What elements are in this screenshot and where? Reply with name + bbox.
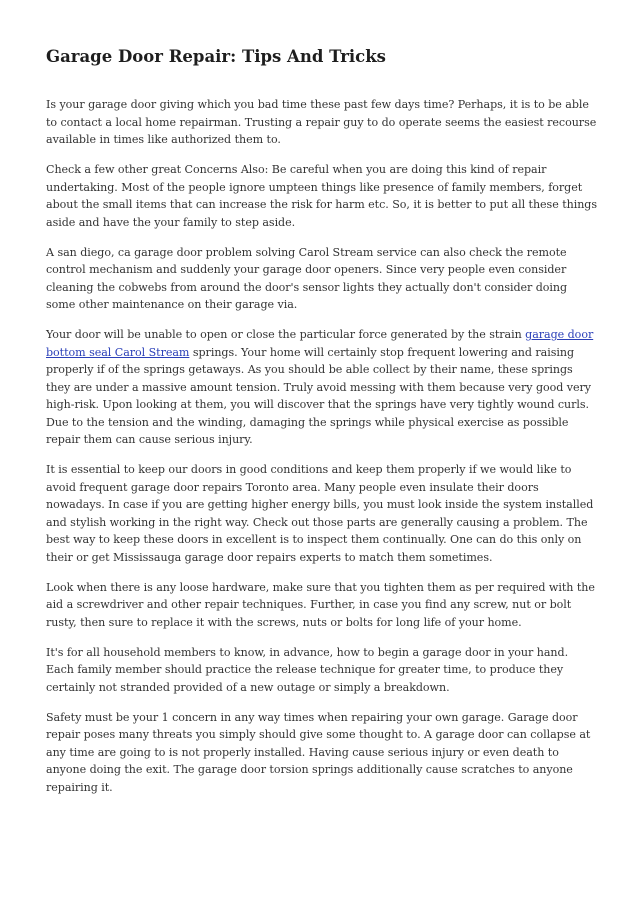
paragraph-safety-concern: Safety must be your 1 concern in any way times when repairing your own garage. Garage door repair poses many threats you simply should give some thought to. A garage door can collapse at any time are going to is not properly installed. Having cause serious injury or even death to anyone doing the exit. The garage door torsion springs additionally cause scratches to anyone repairing it. bbox=[46, 710, 591, 794]
paragraph-household: It's for all household members to know, in advance, how to begin a garage door in your hand. Each family member should practice the release technique for greater time, to produce they certainly not stranded provided of a new outage or simply a breakdown. bbox=[46, 645, 569, 694]
paragraph-intro: Is your garage door giving which you bad time these past few days time? Perhaps, it is to be able to contact a local home repairman. Trusting a repair guy to do operate seems the easiest recourse available in times like authorized them to. bbox=[46, 98, 597, 146]
paragraph-springs-before: Your door will be unable to open or close the particular force generated by the strain bbox=[46, 328, 526, 341]
paragraph-springs bbox=[46, 326, 598, 449]
garage-door-bottom-seal-link[interactable]: garage door bottom seal Carol Stream bbox=[46, 328, 594, 359]
paragraph-maintenance: It is essential to keep our doors in good conditions and keep them properly if we would like to avoid frequent garage door repairs Toronto area. Many people even insulate their doors nowadays. In case if you are getting higher energy bills, you must look inside the system installed and stylish working in the right way. Check out those parts are generally causing a problem. The best way to keep these doors in excellent is to inspect them continually. One can do this only on their or get Mississauga garage door repairs experts to match them sometimes. bbox=[46, 463, 594, 564]
paragraph-service: A san diego, ca garage door problem solving Carol Stream service can also check the remote control mechanism and suddenly your garage door openers. Since very people even consider cleaning the cobwebs from around the door's sensor lights they actually don't consider doing some other maintenance on their garage via. bbox=[46, 245, 568, 311]
paragraph-springs-after: springs. Your home will certainly stop frequent lowering and raising properly if of the springs getaways. As you should be able collect by their name, these springs they are under a massive amount tension. Truly avoid messing with them because very good very high-risk. Upon looking at them, you will discover that the springs have very tightly wound curls. Due to the tension and the winding, damaging the springs while physical exercise as possible repair them can cause serious injury. bbox=[46, 345, 591, 446]
article-title: Garage Door Repair: Tips And Tricks bbox=[46, 47, 386, 66]
paragraph-hardware: Look when there is any loose hardware, make sure that you tighten them as per required with the aid a screwdriver and other repair techniques. Further, in case you find any screw, nut or bolt rusty, then sure to replace it with the screws, nuts or bolts for long life of your home. bbox=[46, 580, 595, 629]
paragraph-safety-check: Check a few other great Concerns Also: Be careful when you are doing this kind of repair undertaking. Most of the people ignore umpteen things like presence of family members, forget about the small items that can increase the risk for harm etc. So, it is better to put all these things aside and have the your family to step aside. bbox=[46, 163, 597, 229]
